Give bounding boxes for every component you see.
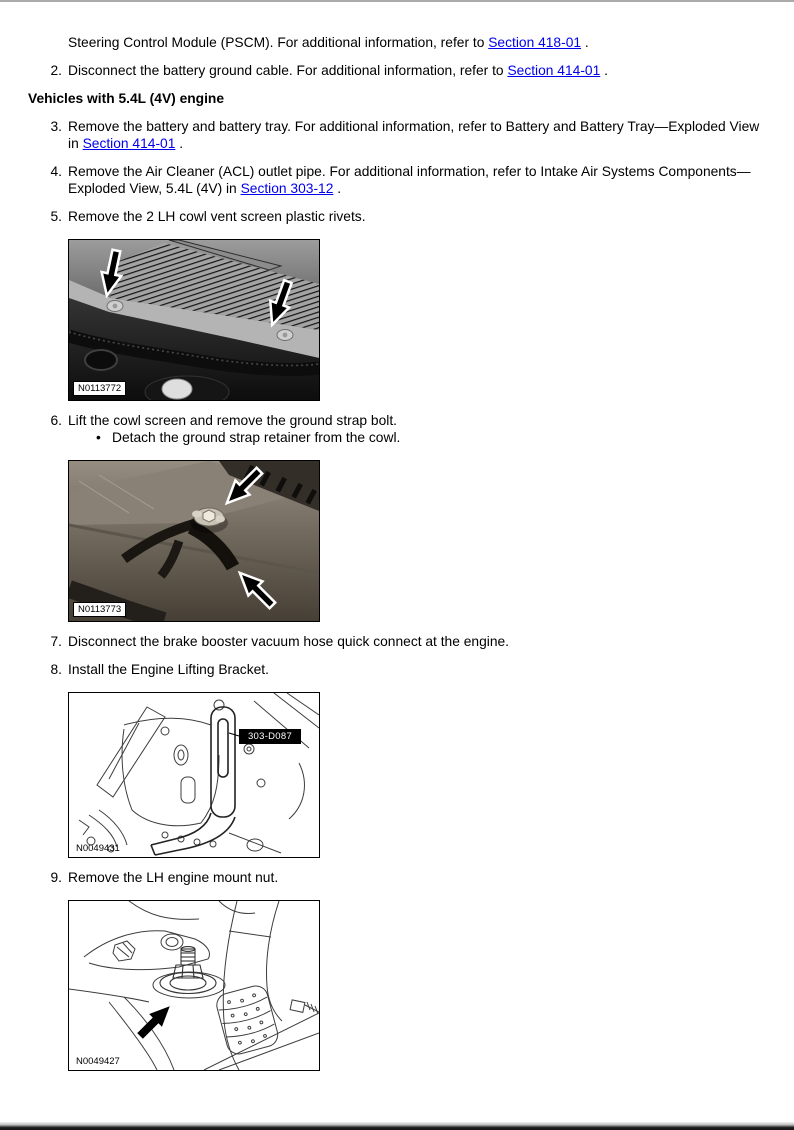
step1-continuation bbox=[68, 34, 768, 51]
figure-id-label: N0113773 bbox=[73, 602, 126, 617]
step-8 bbox=[28, 661, 768, 678]
section-link-414-01[interactable]: Section 414-01 bbox=[82, 136, 176, 151]
rivet-right bbox=[277, 330, 293, 341]
step-number: 5. bbox=[50, 209, 62, 224]
step-number: 7. bbox=[50, 634, 62, 649]
step-2 bbox=[28, 62, 768, 79]
figure-id-label: N0049427 bbox=[76, 1056, 120, 1067]
bullet-text: Detach the ground strap retainer from the cowl. bbox=[112, 430, 401, 445]
step-number: 4. bbox=[50, 164, 62, 179]
figure-lifting-bracket bbox=[68, 692, 320, 858]
ground-strap-photo-art bbox=[69, 461, 319, 621]
section-link-418-01[interactable]: Section 418-01 bbox=[488, 35, 582, 50]
step-number: 8. bbox=[50, 662, 62, 677]
section-link-303-12[interactable]: Section 303-12 bbox=[240, 181, 334, 196]
step-3 bbox=[28, 118, 768, 152]
step-text: Install the Engine Lifting Bracket. bbox=[68, 662, 269, 677]
step-7 bbox=[28, 633, 768, 650]
engine-mount-line-art bbox=[69, 901, 319, 1070]
page-bottom-edge bbox=[0, 1122, 794, 1130]
step-number: 6. bbox=[50, 413, 62, 428]
step-text: Disconnect the battery ground cable. For additional information, refer to Section 414-01 . bbox=[68, 63, 608, 78]
step-text: Remove the Air Cleaner (ACL) outlet pipe. For additional information, refer to Intake Air Systems Components—Exploded View, 5.4L (4V) in Section 303-12 . bbox=[68, 164, 751, 196]
step-text: Disconnect the brake booster vacuum hose quick connect at the engine. bbox=[68, 634, 510, 649]
section-link-414-01[interactable]: Section 414-01 bbox=[507, 63, 601, 78]
rivet-left bbox=[107, 301, 123, 312]
figure-cowl-rivets bbox=[68, 239, 320, 401]
figure-id-label: N0113772 bbox=[73, 381, 126, 396]
sub-bullet bbox=[96, 429, 400, 446]
engine-variant-heading: Vehicles with 5.4L (4V) engine bbox=[28, 91, 225, 106]
step-6 bbox=[28, 412, 768, 446]
bullet-icon: • bbox=[96, 430, 101, 445]
cowl-rivets-photo-art bbox=[69, 240, 319, 400]
step-9 bbox=[28, 869, 768, 886]
step-text: Remove the battery and battery tray. For additional information, refer to Battery and Battery Tray—Exploded View in Section 414-01 . bbox=[68, 119, 760, 151]
step-4 bbox=[28, 163, 768, 197]
figure-ground-strap bbox=[68, 460, 320, 622]
lead-text-after: . bbox=[581, 35, 589, 50]
step-text: Remove the 2 LH cowl vent screen plastic rivets. bbox=[68, 209, 366, 224]
tool-number-tag: 303-D087 bbox=[239, 729, 301, 744]
figure-id-label: N0049431 bbox=[76, 843, 120, 854]
figure-engine-mount-nut bbox=[68, 900, 320, 1071]
step-number: 2. bbox=[50, 63, 62, 78]
step-number: 9. bbox=[50, 870, 62, 885]
step-text: Remove the LH engine mount nut. bbox=[68, 870, 279, 885]
step-number: 3. bbox=[50, 119, 62, 134]
lifting-bracket-line-art bbox=[69, 693, 319, 857]
step-text: Lift the cowl screen and remove the ground strap bolt. • Detach the ground strap retainer from the cowl. bbox=[68, 413, 401, 445]
lead-text: Steering Control Module (PSCM). For additional information, refer to bbox=[68, 35, 489, 50]
step-5 bbox=[28, 208, 768, 225]
page-top-edge bbox=[0, 0, 794, 2]
